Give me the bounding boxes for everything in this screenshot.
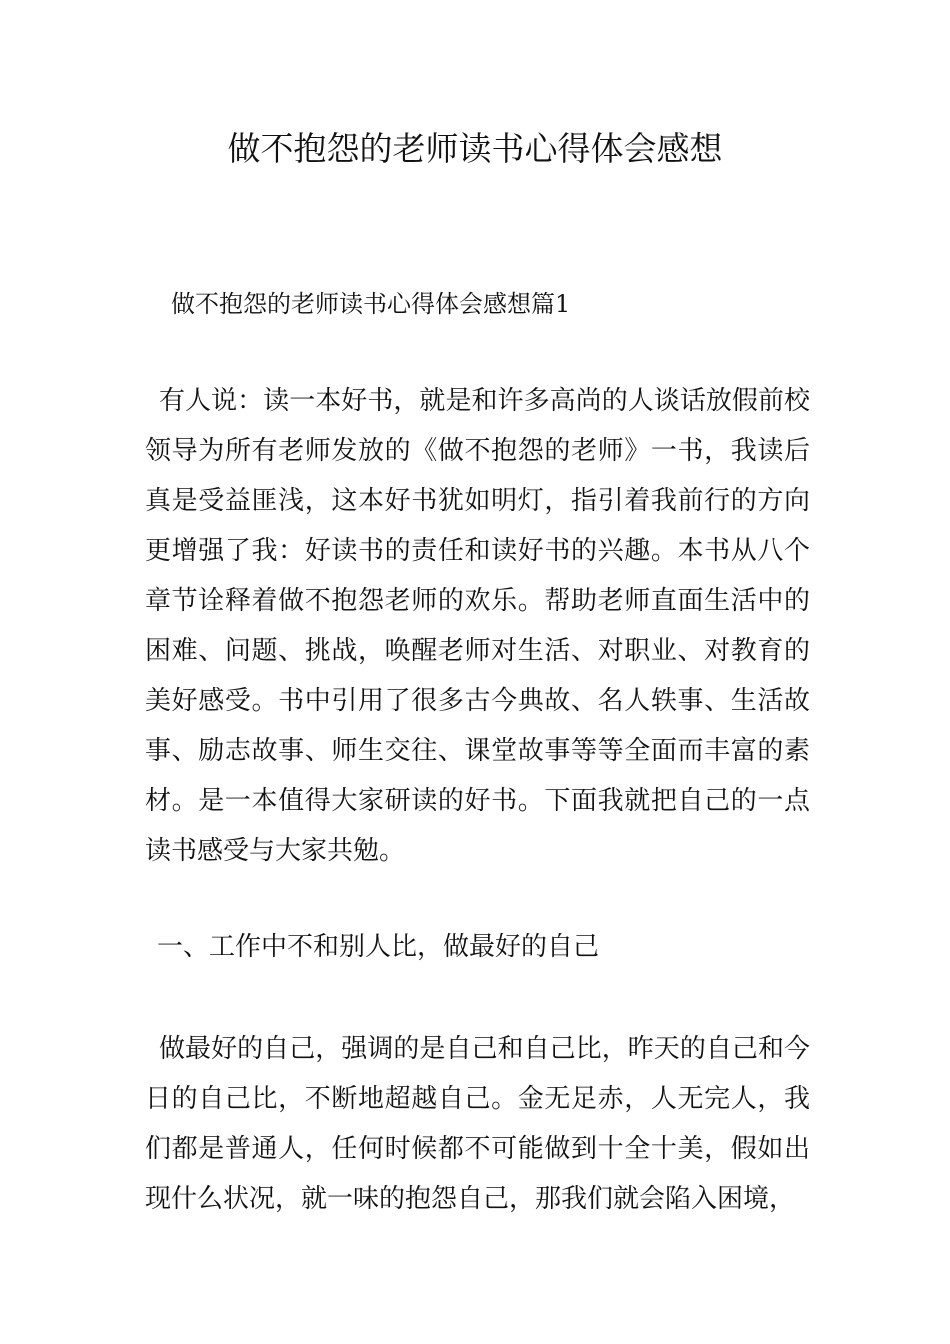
paragraph-section-1: 做最好的自己，强调的是自己和自己比，昨天的自己和今日的自己比，不断地超越自己。金无足赤，人无完人，我们都是普通人，任何时候都不可能做到十全十美，假如出现什么状况，就一味的抱怨自己，那我们就会陷入困境， — [145, 1034, 810, 1214]
document-title: 做不抱怨的老师读书心得体会感想 — [227, 129, 723, 168]
paragraph-intro: 有人说：读一本好书，就是和许多高尚的人谈话放假前校领导为所有老师发放的《做不抱怨的老师》一书，我读后真是受益匪浅，这本好书犹如明灯，指引着我前行的方向更增强了我：好读书的责任和读好书的兴趣。本书从八个章节诠释着做不抱怨老师的欢乐。帮助老师直面生活中的困难、问题、挑战，唤醒老师对生活、对职业、对教育的美好感受。书中引用了很多古今典故、名人轶事、生活故事、励志故事、师生交往、课堂故事等等全面而丰富的素材。是一本值得大家研读的好书。下面我就把自己的一点读书感受与大家共勉。 — [145, 386, 810, 866]
document-subtitle: 做不抱怨的老师读书心得体会感想篇1 — [171, 290, 571, 318]
section-heading-1: 一、工作中不和别人比，做最好的自己 — [157, 932, 600, 962]
